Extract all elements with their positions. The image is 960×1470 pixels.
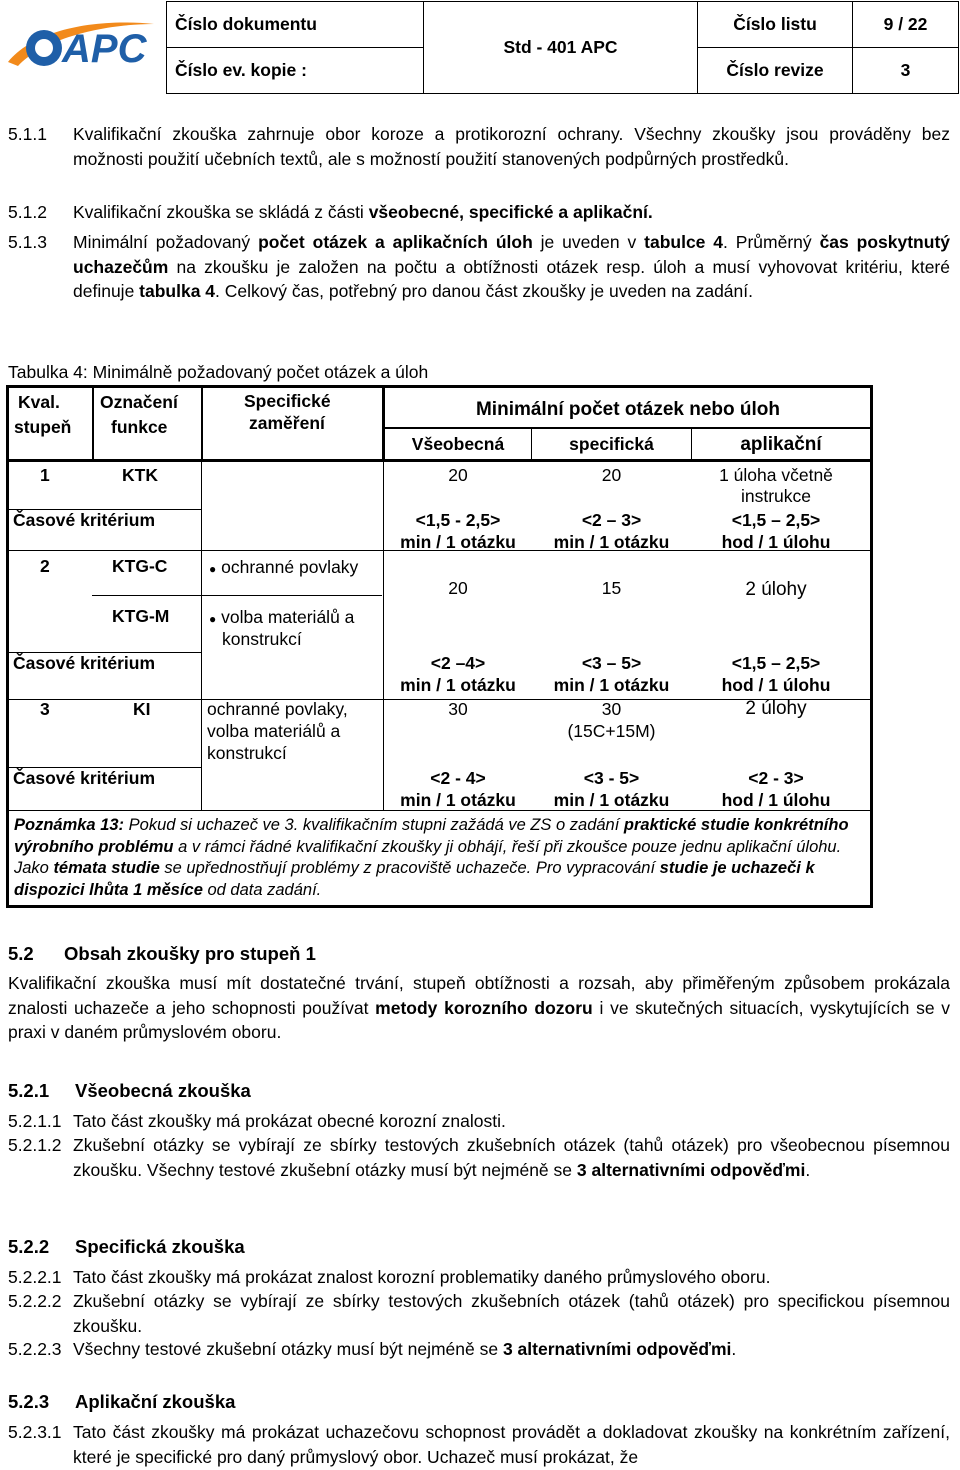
paragraph-5-2-2-3: 5.2.2.3 Všechny testové zkušební otázky musí být nejméně se 3 alternativními odpověďmi.: [8, 1339, 737, 1359]
paragraph-5-1-3: 5.1.3 Minimální požadovaný počet otázek a aplikačních úloh je uveden v tabulce 4. Průměrný čas poskytnutý uchazečům na zkoušku je založen na počtu a obtížnosti otázek resp. úloh a musí vyhovovat kritériu, které definuje tabulka 4. Celkový čas, potřebný pro danou část zkoušky je uveden na zadání.: [8, 232, 951, 301]
section-5-2-2-heading: 5.2.2 Specifická zkouška: [8, 1236, 245, 1257]
doc-number-label: Číslo dokumentu: [167, 2, 424, 48]
paragraph-5-2-1-2: 5.2.1.2 Zkušební otázky se vybírají ze sbírky testových zkušebních otázek (tahů otázek) pro všeobecnou písemnou zkoušku. Všechny testové zkušební otázky musí být nejméně se 3 alternativními odpověďmi.: [8, 1135, 950, 1180]
table-note: Poznámka 13: Pokud si uchazeč ve 3. kvalifikačním stupni zažádá ve ZS o zadání praktické studie konkrétního výrobního problému a v rámci řádné kvalifikační zkoušky ji obhájí, řeší při zkoušce pouze jednu aplikační úlohu. Jako témata studie se upřednostňují problémy z pracoviště uchazeče. Pro vypracování studie je uchazeči k dispozici lhůta 1 měsíce od data zadání.: [14, 816, 849, 900]
bullet-icon: ●: [209, 612, 217, 626]
revision-value: 3: [853, 48, 959, 94]
paragraph-5-2-1-1: 5.2.1.1 Tato část zkoušky má prokázat obecné korozní znalosti.: [8, 1111, 506, 1131]
document-header: [0, 0, 960, 95]
paragraph-5-1-1: 5.1.1 Kvalifikační zkouška zahrnuje obor koroze a protikorozní ochrany. Všechny zkoušky jsou prováděny bez možnosti použití učebních textů, ale s možností použití stanovených podpůrných prostředků.: [8, 124, 950, 169]
section-5-2-3-heading: 5.2.3 Aplikační zkouška: [8, 1391, 236, 1412]
copy-number-label: Číslo ev. kopie :: [167, 48, 424, 94]
svg-text:APC: APC: [62, 27, 147, 71]
sheet-number-value: 9 / 22: [853, 2, 959, 48]
apc-logo-icon: [4, 10, 164, 76]
header-table: [166, 1, 959, 94]
paragraph-5-2-2-2: 5.2.2.2 Zkušební otázky se vybírají ze sbírky testových zkušebních otázek (tahů otázek) pro specifickou písemnou zkoušku.: [8, 1291, 950, 1336]
section-5-2-1-heading: 5.2.1 Všeobecná zkouška: [8, 1080, 251, 1101]
section-5-2-text: Kvalifikační zkouška musí mít dostatečné trvání, stupeň obtížnosti a rozsah, aby přiměřeným způsobem prokázala znalosti uchazeče a jeho schopnosti používat metody korozního dozoru i ve skutečných situacích, vyskytujících se v praxi v daném průmyslovém oboru.: [8, 973, 951, 1042]
revision-label: Číslo revize: [698, 48, 853, 94]
paragraph-5-1-2: 5.1.2 Kvalifikační zkouška se skládá z části všeobecné, specifické a aplikační.: [8, 202, 653, 222]
document-title: Std - 401 APC: [424, 2, 698, 94]
section-5-2-heading: 5.2 Obsah zkoušky pro stupeň 1: [8, 943, 316, 964]
sheet-number-label: Číslo listu: [698, 2, 853, 48]
bullet-icon: ●: [209, 562, 217, 576]
paragraph-5-2-2-1: 5.2.2.1 Tato část zkoušky má prokázat znalost korozní problematiky daného průmyslového oboru.: [8, 1267, 771, 1287]
paragraph-5-2-3-1: 5.2.3.1 Tato část zkoušky má prokázat uchazečovu schopnost provádět a dokladovat zkoušky na konkrétním zařízení, které je specifické pro daný průmyslový obor. Uchazeč musí prokázat, že: [8, 1422, 950, 1467]
requirements-table: Kval. stupeň Označení funkce Specifické zaměření Minimální počet otázek nebo úloh Všeobecná specifická aplikační 1 KTK 20 20 1 úloha včetně instrukce Časové kritérium <1,5 - 2,5> min / 1 otázku <2 – 3> min / 1 otázku <1,5 – 2,5> hod / 1 úlohu 2 KTG-C KTG-M ● ochranné povlaky ● volba materiálů a konstrukcí 20 15 2 úlohy Časové kritérium <2 –4> min / 1 otázku <3 – 5> min / 1 otázku <1,5 – 2,5> hod / 1 úlohu 3 KI ochranné povlaky, volba materiálů a konstrukcí 30 30 (15C+15M) 2 úlohy Časové kritérium <2 - 4> min / 1 otázku <3 - 5> min / 1 otázku <2 - 3> hod / 1 úlohu Poznámka 13: Pokud si uchazeč ve 3. kvalifikačním stupni zažádá ve ZS o zadání praktické studie konkrétního výrobního problému a v rámci řádné kvalifikační zkoušky ji obhájí, řeší při zkoušce pouze jednu aplikační úlohu. Jako témata studie se upřednostňují problémy z pracoviště uchazeče. Pro vypracování studie je uchazeči k dispozici lhůta 1 měsíce od data zadání.: [6, 385, 873, 908]
table-caption: Tabulka 4: Minimálně požadovaný počet otázek a úloh: [8, 362, 429, 382]
